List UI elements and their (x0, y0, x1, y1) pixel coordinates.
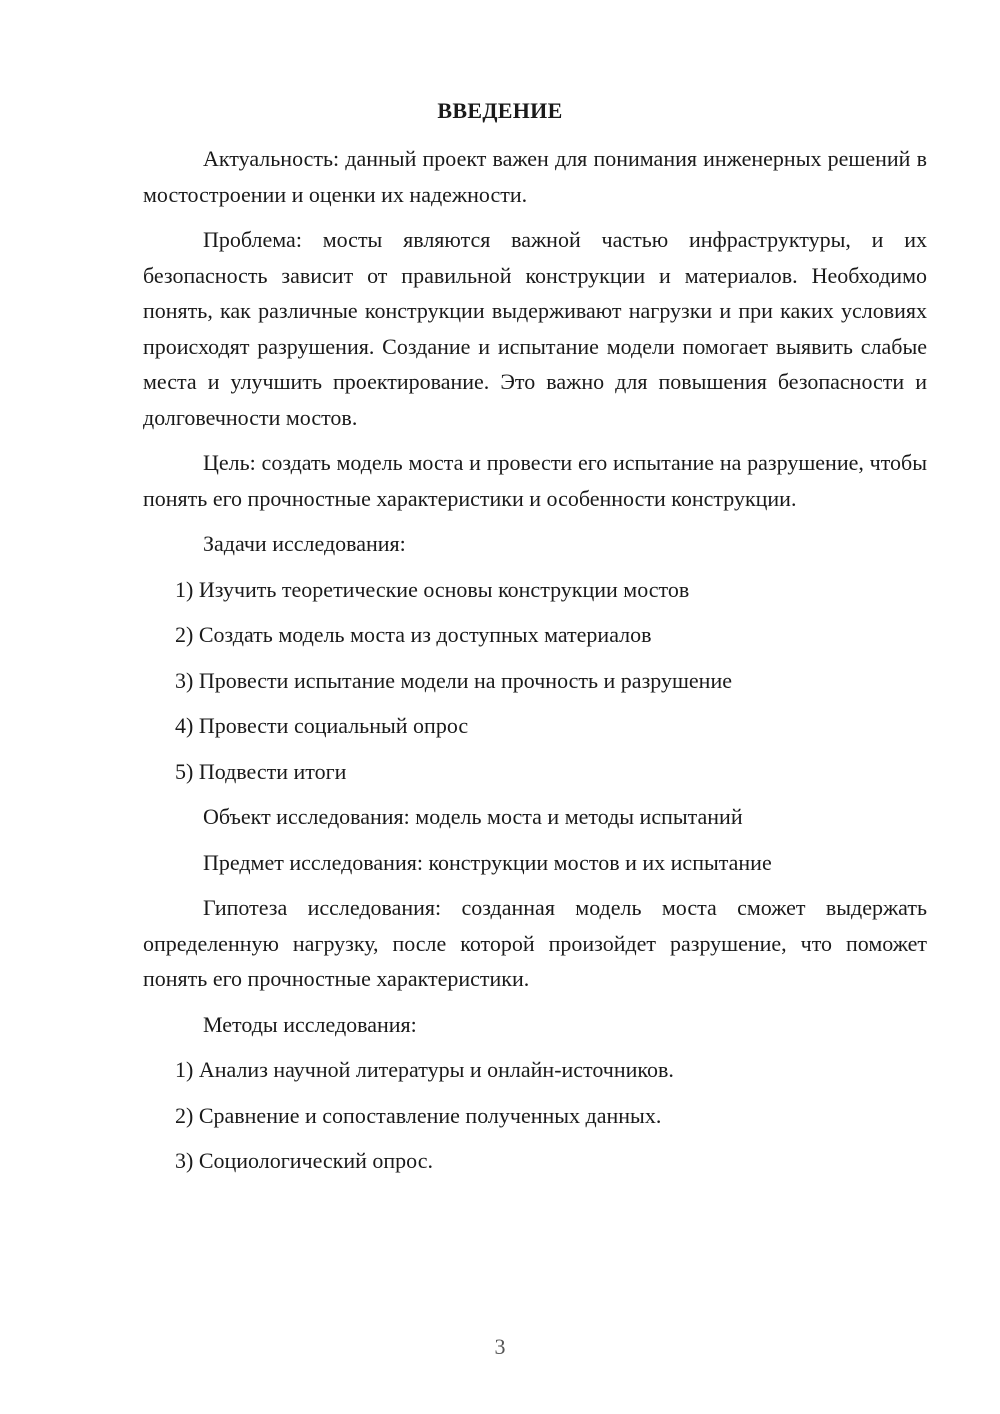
list-item: 3) Социологический опрос. (175, 1148, 433, 1173)
tasks-list (143, 572, 927, 790)
list-item: 2) Создать модель моста из доступных материалов (175, 622, 652, 647)
page-title: ВВЕДЕНИЕ (437, 98, 563, 123)
tasks-heading: Задачи исследования: (203, 531, 406, 556)
object-line: Объект исследования: модель моста и методы испытаний (203, 804, 743, 829)
page-number: 3 (494, 1334, 506, 1359)
page-content (143, 141, 927, 1189)
relevance-paragraph: Актуальность: данный проект важен для понимания инженерных решений в мостостроении и оценки их надежности. (143, 146, 927, 207)
list-item: 2) Сравнение и сопоставление полученных данных. (175, 1102, 662, 1128)
list-item: 3) Провести испытание модели на прочность и разрушение (175, 667, 732, 693)
methods-list (143, 1052, 927, 1179)
problem-paragraph: Проблема: мосты являются важной частью инфраструктуры, и их безопасность зависит от правильной конструкции и материалов. Необходимо понять, как различные конструкции выдерживают нагрузки и при каких условиях происходят разрушения. Создание и испытание модели помогает выявить слабые места и улучшить проектирование. Это важно для повышения безопасности и долговечности мостов. (143, 227, 927, 430)
list-item: 4) Провести социальный опрос (175, 713, 469, 738)
hypothesis-paragraph: Гипотеза исследования: созданная модель моста сможет выдержать определенную нагрузку, после которой произойдет разрушение, что поможет понять его прочностные характеристики. (143, 895, 927, 991)
list-item: 5) Подвести итоги (175, 758, 347, 784)
list-item: 1) Изучить теоретические основы конструкции мостов (175, 576, 690, 602)
methods-heading: Методы исследования: (203, 1011, 417, 1037)
subject-line: Предмет исследования: конструкции мостов и их испытание (203, 849, 772, 875)
list-item: 1) Анализ научной литературы и онлайн-источников. (175, 1057, 674, 1082)
goal-paragraph: Цель: создать модель моста и провести его испытание на разрушение, чтобы понять его прочностные характеристики и особенности конструкции. (143, 450, 927, 511)
